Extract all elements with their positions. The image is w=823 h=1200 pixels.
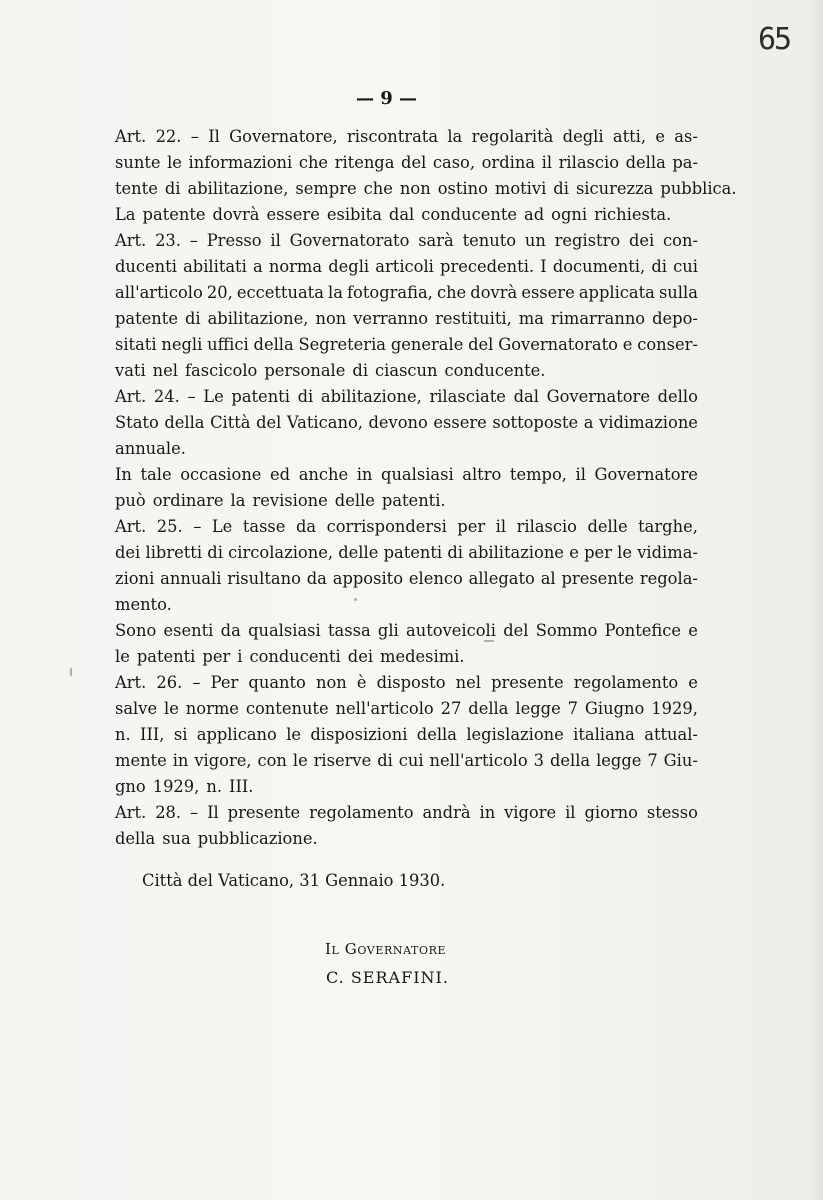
text-line: mento. — [115, 595, 172, 614]
text-line: tente di abilitazione, sempre che non ostino motivi di sicurezza pubblica. — [115, 179, 737, 198]
text-line: sunte le informazioni che ritenga del caso, ordina il rilascio della pa- — [115, 153, 698, 172]
text-line: salve le norme contenute nell'articolo 27 della legge 7 Giugno 1929, — [115, 699, 698, 718]
handwritten-page-number: 65 — [758, 22, 791, 57]
text-line: Art. 24. – Le patenti di abilitazione, rilasciate dal Governatore dello — [115, 387, 698, 406]
text-line: sitati negli uffici della Segreteria generale del Governatorato e conser- — [115, 335, 698, 354]
ink-speck — [354, 598, 357, 601]
body-text — [115, 124, 737, 852]
text-line: annuale. — [115, 439, 186, 458]
text-line: In tale occasione ed anche in qualsiasi altro tempo, il Governatore — [115, 465, 698, 484]
text-line: dei libretti di circolazione, delle patenti di abilitazione e per le vidima- — [115, 543, 698, 562]
text-line: Art. 22. – Il Governatore, riscontrata la regolarità degli atti, e as- — [115, 127, 698, 146]
text-line: Stato della Città del Vaticano, devono essere sottoposte a vidimazione — [115, 413, 698, 432]
text-line: ducenti abilitati a norma degli articoli precedenti. I documenti, di cui — [115, 257, 698, 276]
text-line: può ordinare la revisione delle patenti. — [115, 491, 446, 510]
page-folio: — 9 — — [356, 88, 418, 109]
text-line: La patente dovrà essere esibita dal conducente ad ogni richiesta. — [115, 205, 672, 224]
text-line: Art. 25. – Le tasse da corrispondersi per il rilascio delle targhe, — [115, 517, 698, 536]
text-line: della sua pubblicazione. — [115, 829, 318, 848]
text-line: mente in vigore, con le riserve di cui nell'articolo 3 della legge 7 Giu- — [115, 751, 698, 770]
text-line: gno 1929, n. III. — [115, 777, 254, 796]
ink-speck — [70, 668, 72, 676]
text-line: Art. 28. – Il presente regolamento andrà in vigore il giorno stesso — [115, 803, 698, 822]
text-line: zioni annuali risultano da apposito elenco allegato al presente regola- — [115, 569, 698, 588]
text-line: Art. 26. – Per quanto non è disposto nel presente regolamento e — [115, 673, 698, 692]
text-line: all'articolo 20, eccettuata la fotografia, che dovrà essere applicata sulla — [115, 283, 698, 302]
signature-name: C. SERAFINI. — [326, 968, 449, 987]
date-line: Città del Vaticano, 31 Gennaio 1930. — [142, 871, 446, 890]
signature-title: Il Governatore — [325, 940, 447, 958]
text-line: n. III, si applicano le disposizioni della legislazione italiana attual- — [115, 725, 698, 744]
text-line: le patenti per i conducenti dei medesimi. — [115, 647, 465, 666]
text-line: vati nel fascicolo personale di ciascun conducente. — [115, 361, 546, 380]
text-line: patente di abilitazione, non verranno restituiti, ma rimarranno depo- — [115, 309, 698, 328]
ink-speck — [484, 640, 494, 642]
text-line: Sono esenti da qualsiasi tassa gli autoveicoli del Sommo Pontefice e — [115, 621, 698, 640]
text-line: Art. 23. – Presso il Governatorato sarà tenuto un registro dei con- — [115, 231, 698, 250]
page-edge-shadow — [809, 0, 823, 1200]
